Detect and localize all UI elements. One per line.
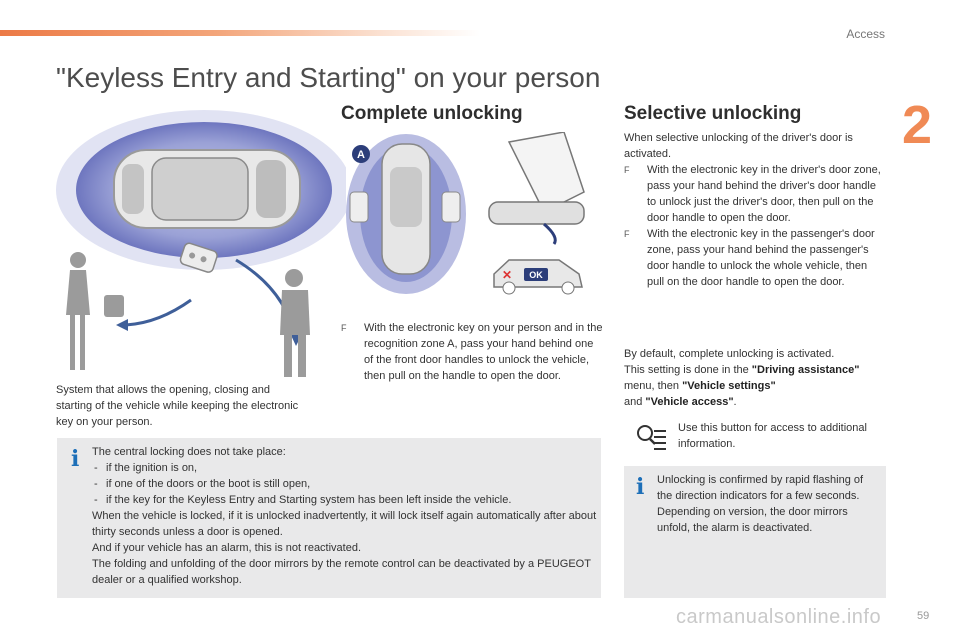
- help-text: Use this button for access to additional information.: [678, 422, 867, 450]
- menu-driving-assistance: "Driving assistance": [751, 364, 860, 376]
- man-figure: [280, 269, 310, 377]
- default-setting-text: [624, 346, 886, 410]
- hand-on-handle: [489, 132, 584, 244]
- chapter-number: 2: [902, 95, 933, 155]
- key-fob-left: [350, 192, 368, 222]
- info-body: [657, 472, 879, 536]
- key-fob-right: [442, 192, 460, 222]
- selective-intro: When selective unlocking of the driver's door is activated.: [624, 132, 853, 160]
- menu-vehicle-access: "Vehicle access": [645, 396, 734, 408]
- menu-vehicle-settings: "Vehicle settings": [682, 380, 776, 392]
- step-text: With the electronic key in the driver's door zone, pass your hand behind the driver's door handle to unlock just the driver's door, then pull on the door handle to open the door.: [647, 164, 881, 224]
- list-item: [624, 162, 886, 226]
- list-item: [624, 226, 886, 290]
- conditions-list: [92, 460, 597, 508]
- info-line: Unlocking is confirmed by rapid flashing of the direction indicators for a few seconds.: [657, 474, 864, 502]
- and-text: and: [624, 396, 646, 408]
- watermark: carmanualsonline.info: [676, 606, 882, 628]
- ok-label: OK: [529, 270, 543, 280]
- list-item: - if the ignition is on,: [92, 460, 597, 476]
- info-line: Depending on version, the door mirrors unfold, the alarm is deactivated.: [657, 506, 848, 534]
- menu-help-icon: [636, 422, 668, 452]
- page-title: "Keyless Entry and Starting" on your person: [56, 62, 601, 93]
- info-line: The folding and unfolding of the door mirrors by the remote control can be deactivated by a PEUGEOT dealer or a qualified workshop.: [92, 558, 591, 586]
- car-side-ok: [494, 260, 582, 294]
- section-label: Access: [846, 27, 885, 41]
- selective-unlocking-steps: [624, 162, 886, 290]
- bullet-icon: F: [624, 229, 630, 239]
- complete-unlocking-illustration: [344, 132, 604, 302]
- page-number: 59: [917, 610, 930, 622]
- system-intro: System that allows the opening, closing and starting of the vehicle while keeping the electronic key on your person.: [56, 384, 299, 428]
- info-lead: The central locking does not take place:: [92, 446, 286, 458]
- woman-figure: [66, 252, 124, 370]
- info-icon: i: [71, 446, 80, 472]
- header-accent-bar: [0, 30, 480, 36]
- car-top-view: [114, 150, 300, 228]
- bullet-icon: F: [341, 323, 347, 333]
- keyless-zone-illustration: [56, 110, 346, 380]
- info-line: When the vehicle is locked, if it is unlocked inadvertently, it will lock itself again automatically after about thirty seconds unless a door is opened.: [92, 510, 597, 538]
- range-arrow-left: [121, 300, 191, 325]
- cross-mark-icon: ✕: [502, 268, 513, 282]
- complete-unlocking-heading: Complete unlocking: [341, 103, 523, 124]
- menu-then: menu, then: [624, 380, 683, 392]
- step-text: With the electronic key on your person and in the recognition zone A, pass your hand behind one of the front door handles to unlock the vehicle, then pull on the handle to open the door.: [364, 322, 603, 382]
- list-item: [341, 320, 603, 384]
- unlocking-confirmation-info: [624, 466, 886, 598]
- step-text: With the electronic key in the passenger's door zone, pass your hand behind the passenger's door handle to unlock the whole vehicle, then pull on the door handle to open the door.: [647, 228, 875, 288]
- list-item: - if the key for the Keyless Entry and Starting system has been left inside the vehicle.: [92, 492, 597, 508]
- info-icon: i: [636, 474, 645, 500]
- info-line: And if your vehicle has an alarm, this is not reactivated.: [92, 542, 362, 554]
- info-body: [92, 444, 597, 588]
- setting-prefix: This setting is done in the: [624, 364, 752, 376]
- central-locking-info: [57, 438, 601, 598]
- complete-unlocking-steps: [341, 320, 603, 384]
- zone-a-label: A: [357, 149, 365, 161]
- period: .: [733, 396, 737, 408]
- bullet-icon: F: [624, 165, 630, 175]
- selective-unlocking-heading: Selective unlocking: [624, 103, 802, 124]
- help-note: [636, 420, 886, 460]
- list-item: - if one of the doors or the boot is still open,: [92, 476, 597, 492]
- default-line: By default, complete unlocking is activated.: [624, 348, 835, 360]
